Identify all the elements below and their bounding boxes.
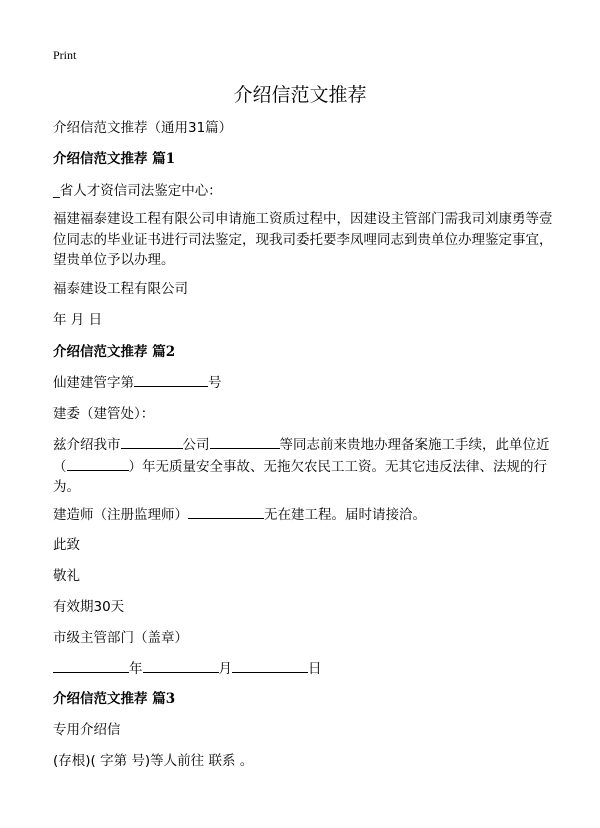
- closing-1: 此致: [53, 537, 80, 553]
- section-3-heading: 介绍信范文推荐 篇3: [53, 691, 176, 707]
- company-blank: [210, 434, 280, 449]
- month-label: 月: [218, 661, 232, 677]
- section-2-recipient: 建委（建管处）：: [53, 406, 155, 422]
- subtitle: 介绍信范文推荐（通用31篇）: [53, 120, 233, 136]
- body-text-b: 公司: [182, 437, 210, 453]
- section-2-ref-line: [53, 372, 553, 394]
- day-blank: [232, 658, 308, 673]
- body-text-c: 等同志前来贵地办理备案施工手续，此单位近（: [53, 437, 550, 475]
- section-1-heading: 介绍信范文推荐 篇1: [53, 151, 176, 167]
- section-1-salutation: _省人才资信司法鉴定中心：: [53, 183, 222, 199]
- body-text-d: ）年无质量安全事故、无拖欠农民工工资。无其它违反法律、法规的行为。: [53, 458, 547, 495]
- section-1-signature: 福泰建设工程有限公司: [53, 281, 188, 297]
- year-label: 年: [129, 661, 143, 677]
- closing-2: 敬礼: [53, 568, 80, 584]
- engineer-text: 无在建工程。届时请接洽。: [264, 507, 426, 523]
- year-blank: [53, 658, 129, 673]
- ref-suffix: 号: [208, 375, 222, 391]
- month-blank: [143, 658, 219, 673]
- ref-number-blank: [134, 372, 208, 387]
- section-1-date: 年 月 日: [53, 312, 103, 328]
- engineer-blank: [188, 504, 264, 519]
- issuer: 市级主管部门（盖章）: [53, 630, 188, 646]
- section-2-engineer-line: [53, 504, 553, 526]
- day-label: 日: [308, 661, 322, 677]
- years-blank: [67, 456, 129, 471]
- ref-prefix: 仙建建管字第: [53, 375, 134, 391]
- section-3-p1: 专用介绍信: [53, 722, 121, 738]
- body-text-a: 兹介绍我市: [53, 437, 121, 453]
- page-title: 介绍信范文推荐: [233, 84, 367, 106]
- date-line: [53, 658, 553, 680]
- section-2-body: [53, 434, 553, 498]
- section-1-body: 福建福泰建设工程有限公司申请施工资质过程中，因建设主管部门需我司刘康勇等壹位同志的毕业证书进行司法鉴定，现我司委托要李凤哩同志到贵单位办理鉴定事宜，望贵单位予以办理。: [53, 211, 553, 268]
- validity: 有效期30天: [53, 599, 125, 615]
- section-3-p2: (存根)( 字第 号)等人前往 联系 。: [53, 753, 254, 769]
- engineer-label: 建造师（注册监理师）: [53, 507, 188, 523]
- city-blank: [121, 434, 183, 449]
- section-2-heading: 介绍信范文推荐 篇2: [53, 344, 176, 360]
- print-link[interactable]: Print: [53, 48, 77, 62]
